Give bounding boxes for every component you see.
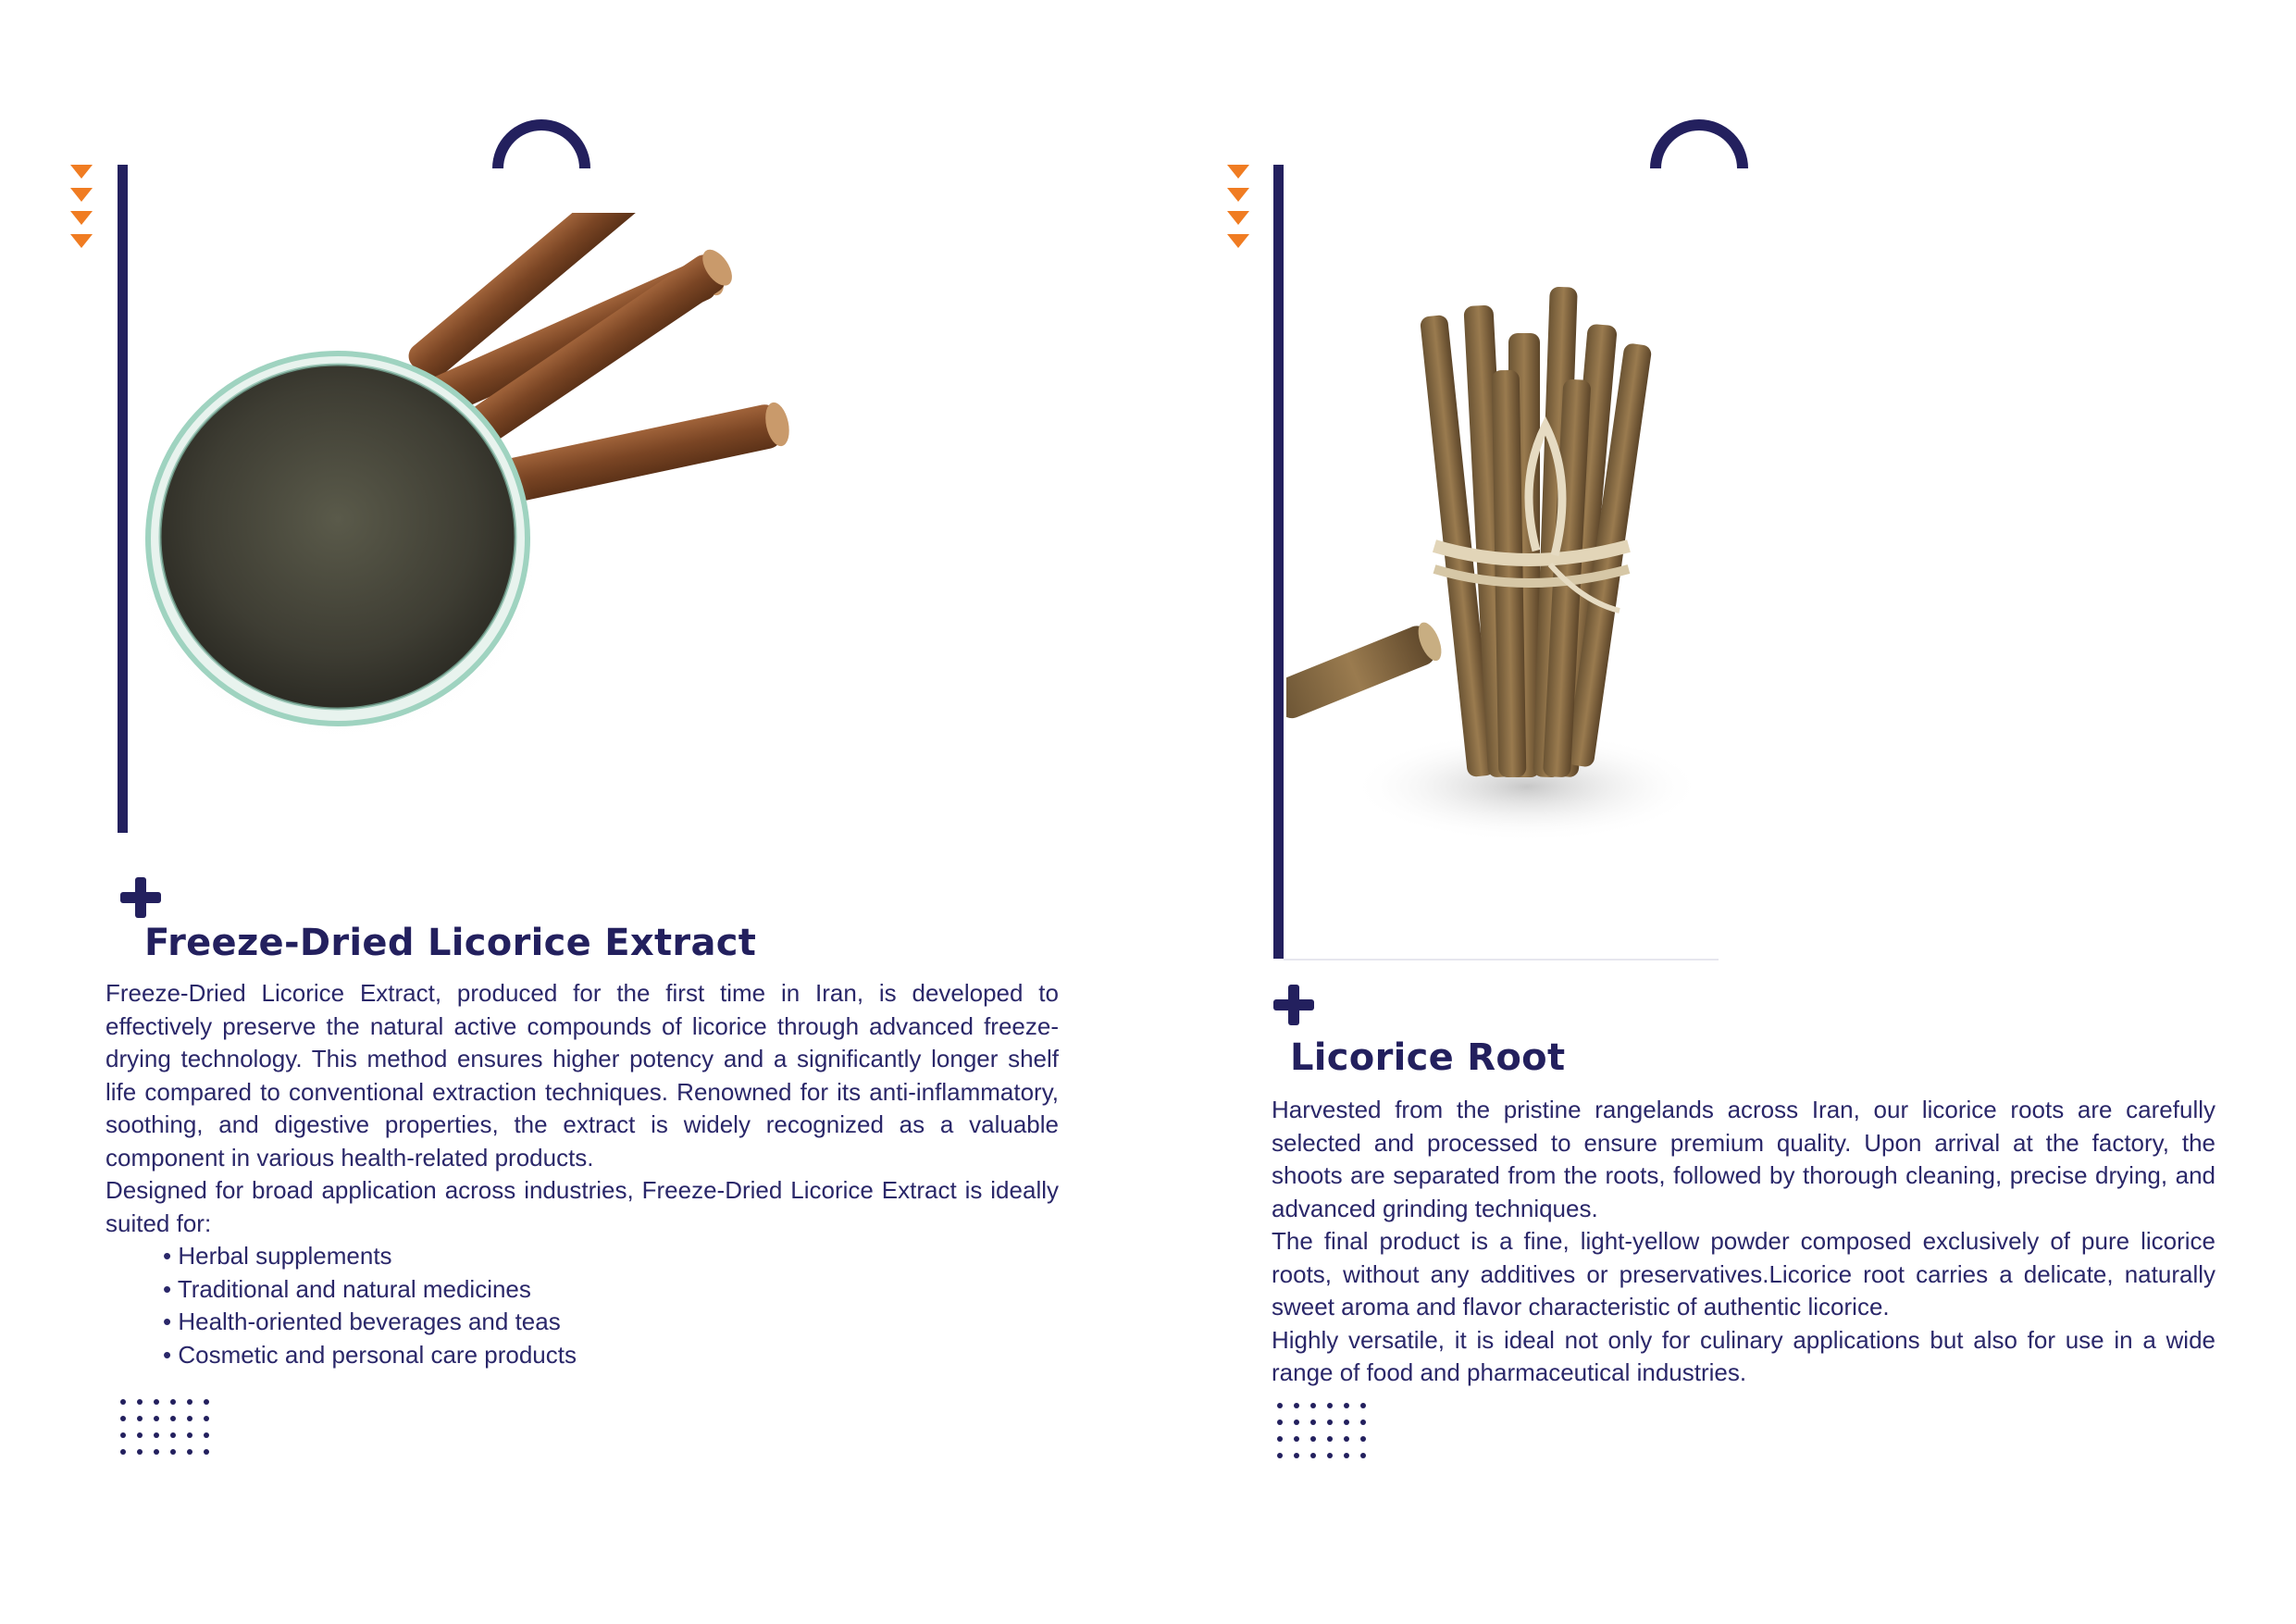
list-item: • Health-oriented beverages and teas — [163, 1306, 1059, 1339]
orange-triangles-icon — [1227, 165, 1251, 257]
list-item: • Cosmetic and personal care products — [163, 1339, 1059, 1372]
list-item: • Traditional and natural medicines — [163, 1273, 1059, 1307]
vertical-accent-bar — [1273, 165, 1284, 959]
plus-icon — [120, 877, 161, 918]
divider — [1284, 959, 1719, 961]
root-bundle — [1420, 287, 1653, 778]
plus-icon — [1273, 985, 1314, 1025]
paragraph: Freeze-Dried Licorice Extract, produced for the first time in Iran, is developed to effectively preserve the natural active compounds of licorice through advanced freeze-drying technology. This method ensures higher potency and a significantly longer shelf life compared to conventional extraction techniques. Renowned for its anti-inflammatory, soothing, and digestive properties, the extract is widely recognized as a valuable component in various health-related products. — [105, 979, 1059, 1172]
dot-grid-icon — [120, 1399, 209, 1455]
paragraph: The final product is a fine, light-yellow powder composed exclusively of pure licorice roots, without any additives or preservatives.Licorice root carries a delicate, naturally sweet aroma and flavor characteristic of authentic licorice. — [1272, 1227, 2215, 1320]
paragraph: Harvested from the pristine rangelands across Iran, our licorice roots are carefully selected and processed to ensure premium quality. Upon arrival at the factory, the shoots are separated from the roots, followed by thorough cleaning, precise drying, and advanced grinding techniques. — [1272, 1096, 2215, 1222]
paragraph: Designed for broad application across industries, Freeze-Dried Licorice Extract is ideally suited for: — [105, 1176, 1059, 1237]
section-title: Licorice Root — [1290, 1036, 1566, 1079]
dot-grid-icon — [1277, 1403, 1366, 1458]
list-item: • Herbal supplements — [163, 1240, 1059, 1273]
vertical-accent-bar — [118, 165, 128, 833]
root-description — [1272, 1094, 2215, 1390]
section-title: Freeze-Dried Licorice Extract — [144, 922, 757, 964]
paragraph: Highly versatile, it is ideal not only for culinary applications but also for use in a wide range of food and pharmaceutical industries. — [1272, 1325, 2215, 1386]
arch-icon — [1650, 119, 1748, 168]
orange-triangles-icon — [70, 165, 94, 257]
application-list — [105, 1240, 1059, 1371]
arch-icon — [492, 119, 590, 168]
licorice-root-image — [1286, 268, 1731, 861]
freeze-dried-extract-image — [139, 213, 805, 750]
licorice-stick — [1286, 619, 1446, 722]
extract-description — [105, 977, 1059, 1371]
